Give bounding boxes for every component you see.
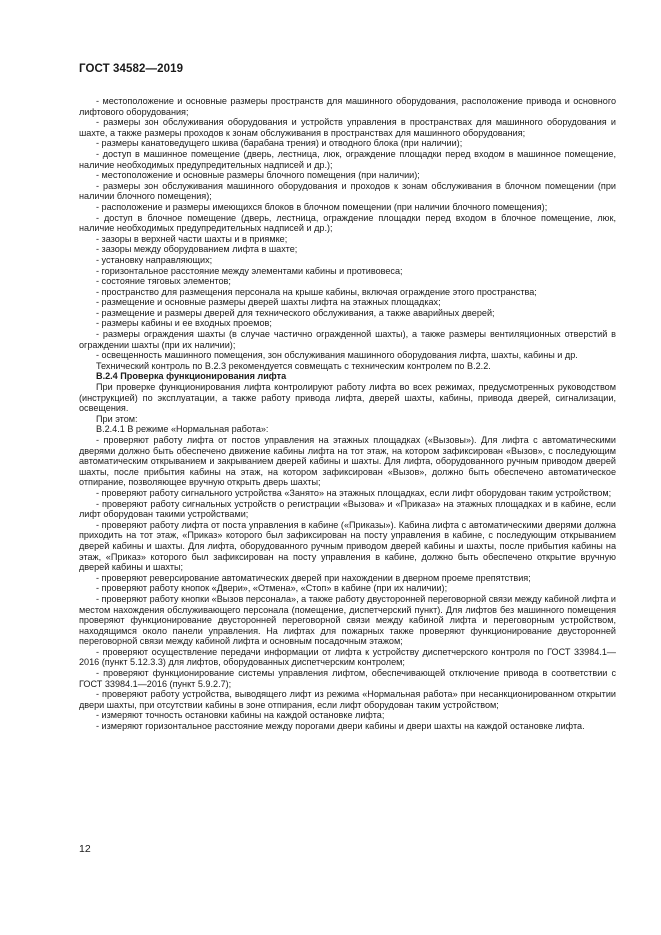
paragraph: Технический контроль по В.2.3 рекомендуется совмещать с техническим контролем по В.2.2. (96, 360, 491, 371)
paragraph: - проверяют реверсирование автоматических дверей при нахождении в дверном проеме препятствия; (96, 572, 531, 583)
paragraph: - проверяют работу лифта от поста управления в кабине («Приказы»). Кабина лифта с автоматическими дверями должна приходить на тот этаж, «Приказ» которого был зафиксирован на посту управления в кабине, с последующим открыванием дверей кабины и шахты. Для лифта, оборудованного ручным приводом дверей кабины и шахты, после прибытия кабины на этаж, «Приказ» которого был зафиксирован на посту управления в кабине, должно быть обеспечено открытие вручную дверей кабины и шахты; (79, 519, 616, 573)
paragraph: - размеры кабины и ее входных проемов; (96, 318, 272, 329)
paragraph: - местоположение и основные размеры блочного помещения (при наличии); (96, 170, 420, 181)
paragraph: - проверяют работу кнопки «Вызов персонала», а также работу двусторонней переговорной связи между кабиной лифта и местом нахождения обслуживающего персонала (помещение, диспетчерский пункт). Для лифтов без машинного помещения проверяют функционирование двусторонней переговорной связи между кабиной лифта и переговорным устройством, находящимся около панели управления. На лифтах для пожарных также проверяют функционирование двусторонней переговорной связи между кабиной лифта и основным посадочным этажом; (79, 593, 616, 647)
paragraph: - пространство для размещения персонала на крыше кабины, включая ограждение этого пространства; (96, 286, 537, 297)
paragraph: - проверяют осуществление передачи информации от лифта к устройству диспетчерского контроля по ГОСТ 33984.1—2016 (пункт 5.12.3.3) для лифтов, оборудованных диспетчерским контролем; (79, 646, 616, 668)
paragraph: - размещение и основные размеры дверей шахты лифта на этажных площадках; (96, 297, 441, 308)
paragraph: - расположение и размеры имеющихся блоков в блочном помещении (при наличии блочного помещения); (96, 201, 548, 212)
paragraph: - доступ в блочное помещение (дверь, лестница, ограждение площадки перед входом в блочное помещение, люк, наличие необходимых предупредительных надписей и др.); (79, 212, 616, 234)
paragraph: - размеры канатоведущего шкива (барабана трения) и отводного блока (при наличии); (96, 138, 463, 149)
paragraph: В.2.4.1 В режиме «Нормальная работа»: (96, 424, 269, 435)
paragraph: При этом: (96, 413, 138, 424)
section-heading: В.2.4 Проверка функционирования лифта (96, 371, 287, 382)
paragraph: - размеры ограждения шахты (в случае частично огражденной шахты), а также размеры вентиляционных отверстий в ограждении шахты (при их наличии); (79, 329, 616, 350)
paragraph: - измеряют точность остановки кабины на каждой остановке лифта; (96, 710, 385, 721)
paragraph: - освещенность машинного помещения, зон обслуживания машинного оборудования лифта, шахты, кабины и др. (96, 350, 578, 361)
paragraph: - измеряют горизонтальное расстояние между порогами двери кабины и двери шахты на каждой остановке лифта. (96, 721, 585, 732)
paragraph: - проверяют работу сигнального устройства «Занято» на этажных площадках, если лифт оборудован таким устройством; (96, 487, 612, 498)
paragraph: - зазоры между оборудованием лифта в шахте; (96, 244, 298, 255)
paragraph: - проверяют работу устройства, выводящего лифт из режима «Нормальная работа» при несанкционированном открытии двери шахты, при отсутствии кабины в зоне отпирания, если лифт оборудован таким устройством; (79, 689, 616, 710)
paragraph: - доступ в машинное помещение (дверь, лестница, люк, ограждение площадки перед входом в машинное помещение, наличие необходимых предупредительных надписей и др.); (79, 148, 616, 170)
paragraph: - горизонтальное расстояние между элементами кабины и противовеса; (96, 265, 403, 276)
paragraph: - размеры зон обслуживания машинного оборудования и проходов к зонам обслуживания в блочном помещении (при наличии блочного помещения); (79, 180, 616, 202)
paragraph: - установку направляющих; (96, 254, 213, 265)
paragraph: - зазоры в верхней части шахты и в приямке; (96, 233, 288, 244)
document-header: ГОСТ 34582—2019 (79, 63, 184, 75)
paragraph: - местоположение и основные размеры пространств для машинного оборудования, расположение привода и основного лифтового оборудования; (79, 96, 616, 117)
paragraph: - проверяют работу кнопок «Двери», «Отмена», «Стоп» в кабине (при их наличии); (96, 583, 448, 594)
paragraph: - проверяют работу сигнальных устройств о регистрации «Вызова» и «Приказа» на этажных площадках и в кабине, если лифт оборудован такими устройствами; (79, 498, 616, 520)
paragraph: - состояние тяговых элементов; (96, 276, 231, 287)
document-body (79, 96, 616, 732)
paragraph: - проверяют функционирование системы управления лифтом, обеспечивающей отключение привода в соответствии с ГОСТ 33984.1—2016 (пункт 5.9.2.7); (79, 668, 616, 689)
page-number: 12 (79, 843, 91, 855)
paragraph: - размеры зон обслуживания оборудования и устройств управления в пространствах для машинного оборудования и шахте, а также размеры проходов к зонам обслуживания в пространствах для машинного оборудования; (79, 117, 616, 138)
paragraph: - размещение и размеры дверей для технического обслуживания, а также аварийных дверей; (96, 307, 495, 318)
paragraph: - проверяют работу лифта от постов управления на этажных площадках («Вызовы»). Для лифта с автоматическими дверями должно быть обеспечено движение кабины лифта на тот этаж, на котором зафиксирован «Вызов», с последующим автоматическим открыванием и закрыванием дверей кабины и шахты. Для лифта, оборудованного ручным приводом дверей шахты, после прибытия кабины на этаж, на котором зафиксирован «Вызов», должно быть обеспечено автоматическое отпирание, позволяющее вручную открыть дверь шахты; (79, 435, 616, 488)
paragraph: При проверке функционирования лифта контролируют работу лифта во всех режимах, предусмотренных руководством (инструкцией) по эксплуатации, а также работу привода лифта, дверей шахты, кабины, привода дверей, сигнализации, освещения. (79, 382, 616, 414)
